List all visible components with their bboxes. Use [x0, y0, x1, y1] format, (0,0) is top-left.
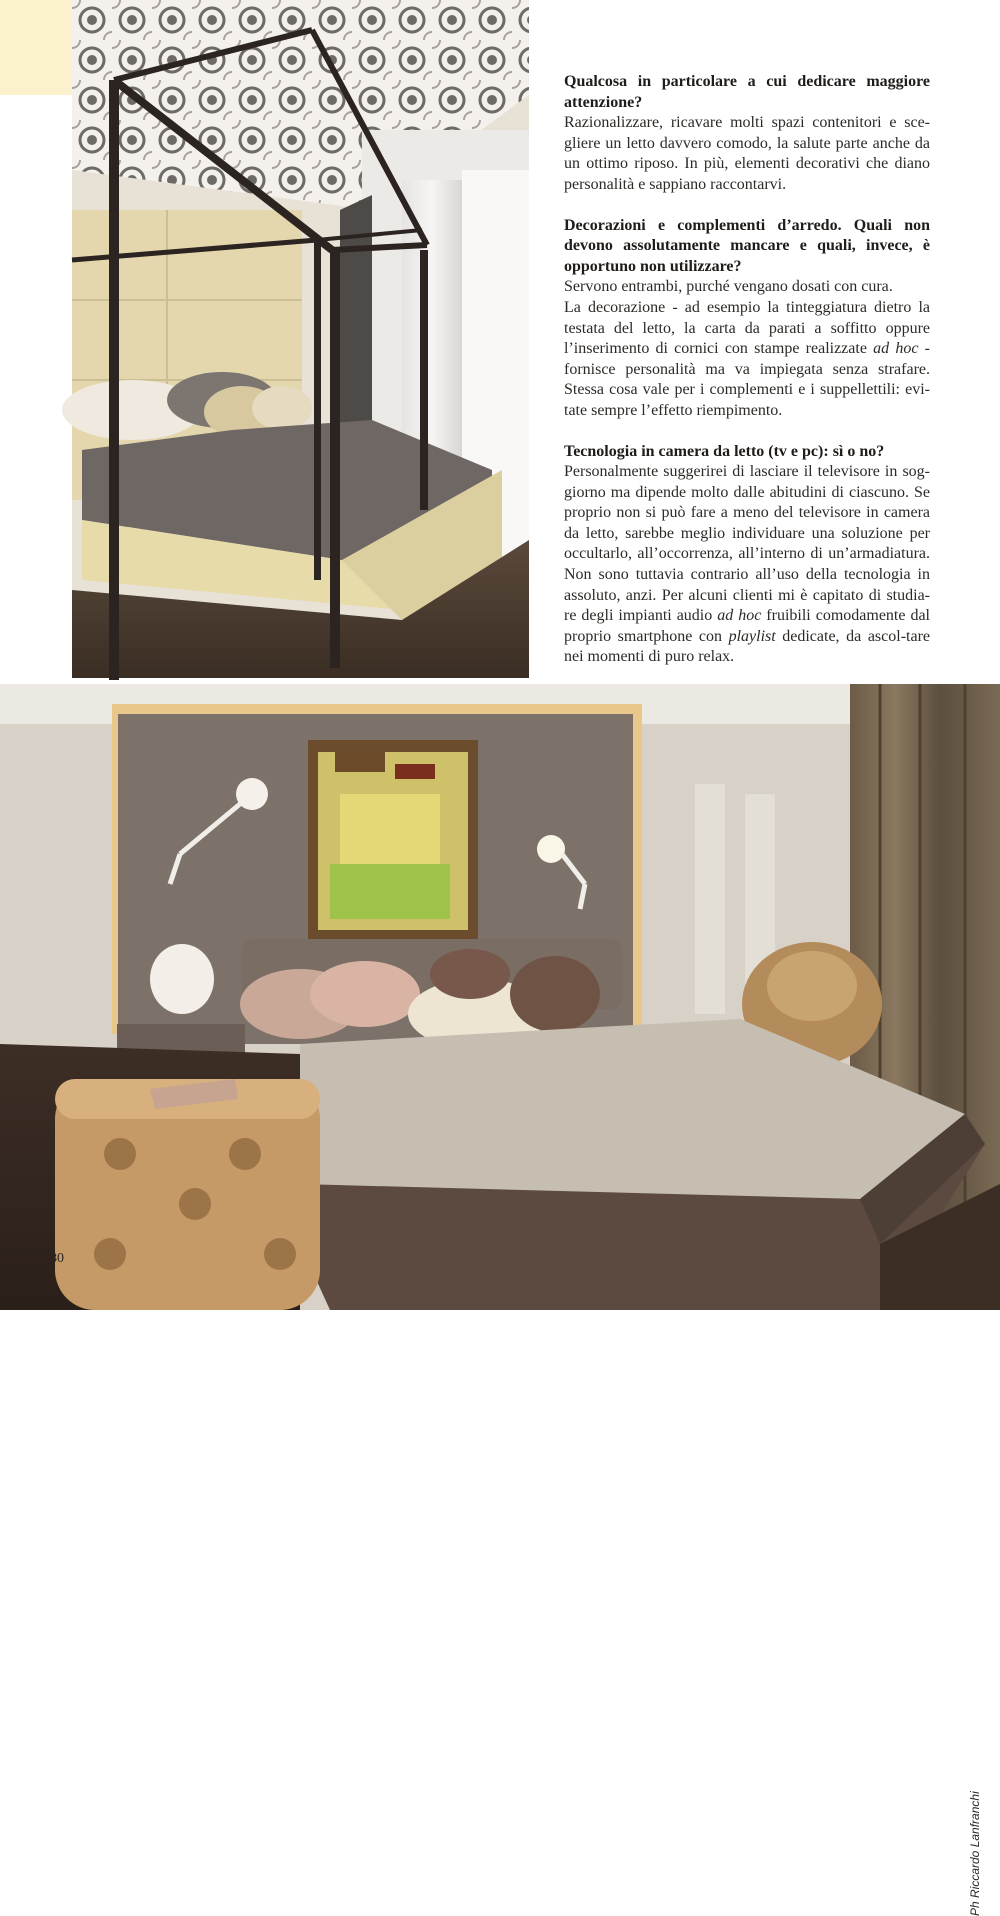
photo-bedroom-painting	[0, 684, 1000, 1916]
answer-1: Razionalizzare, ricavare molti spazi contenitori e sce-gliere un letto davvero comodo, la salute parte anche da un ottimo riposo. In più, elementi decorativi che diano personalità e sappiano raccontarvi.	[564, 114, 930, 193]
photo-credit-top: Ph Matteo Cirenei	[581, 558, 595, 655]
bedroom-illustration	[0, 684, 1000, 1310]
answer-2-paragraph: La decorazione - ad esempio la tinteggiatura dietro la testata del letto, la carta da parati a soffitto oppure l’inserimento di cornici con stampe realizzate ad hoc - fornisce personalità ma va impiegata senza strafare. Stessa cosa vale per i complementi e i suppellettili: evi-tate sempre l’effetto riempimento.	[564, 298, 930, 419]
answer-2-line-1: Servono entrambi, purché vengano dosati con cura.	[564, 278, 893, 296]
answer-3: Personalmente suggerirei di lasciare il televisore in sog-giorno ma dipende molto dalle abitudini di ciascuno. Se proprio non si può fare a meno del televisore in camera da letto, sarebbe meglio individuare una soluzione per occultarlo, all’occorrenza, all’interno di un’armadiatura. Non sono tuttavia contrario all’uso della tecnologia in assoluto, anzi. Per alcuni clienti mi è capitato di studia-re degli impianti audio ad hoc fruibili comodamente dal proprio smartphone con playlist dedicate, da ascol-tare nei momenti di puro relax.	[564, 463, 931, 666]
question-1: Qualcosa in particolare a cui dedicare maggiore attenzione?	[564, 73, 930, 111]
interview-text	[564, 72, 930, 668]
photo-four-poster-bedroom	[72, 0, 595, 678]
four-poster-bed-illustration	[72, 0, 529, 678]
page-number: 180	[43, 1251, 64, 1266]
question-2: Decorazioni e complementi d’arredo. Quali non devono assolutamente mancare e quali, invece, è opportuno non utilizzare?	[564, 216, 930, 275]
photo-credit-bottom: Ph Riccardo Lanfranchi	[968, 1791, 982, 1916]
question-3: Tecnologia in camera da letto (tv e pc): sì o no?	[564, 442, 885, 460]
